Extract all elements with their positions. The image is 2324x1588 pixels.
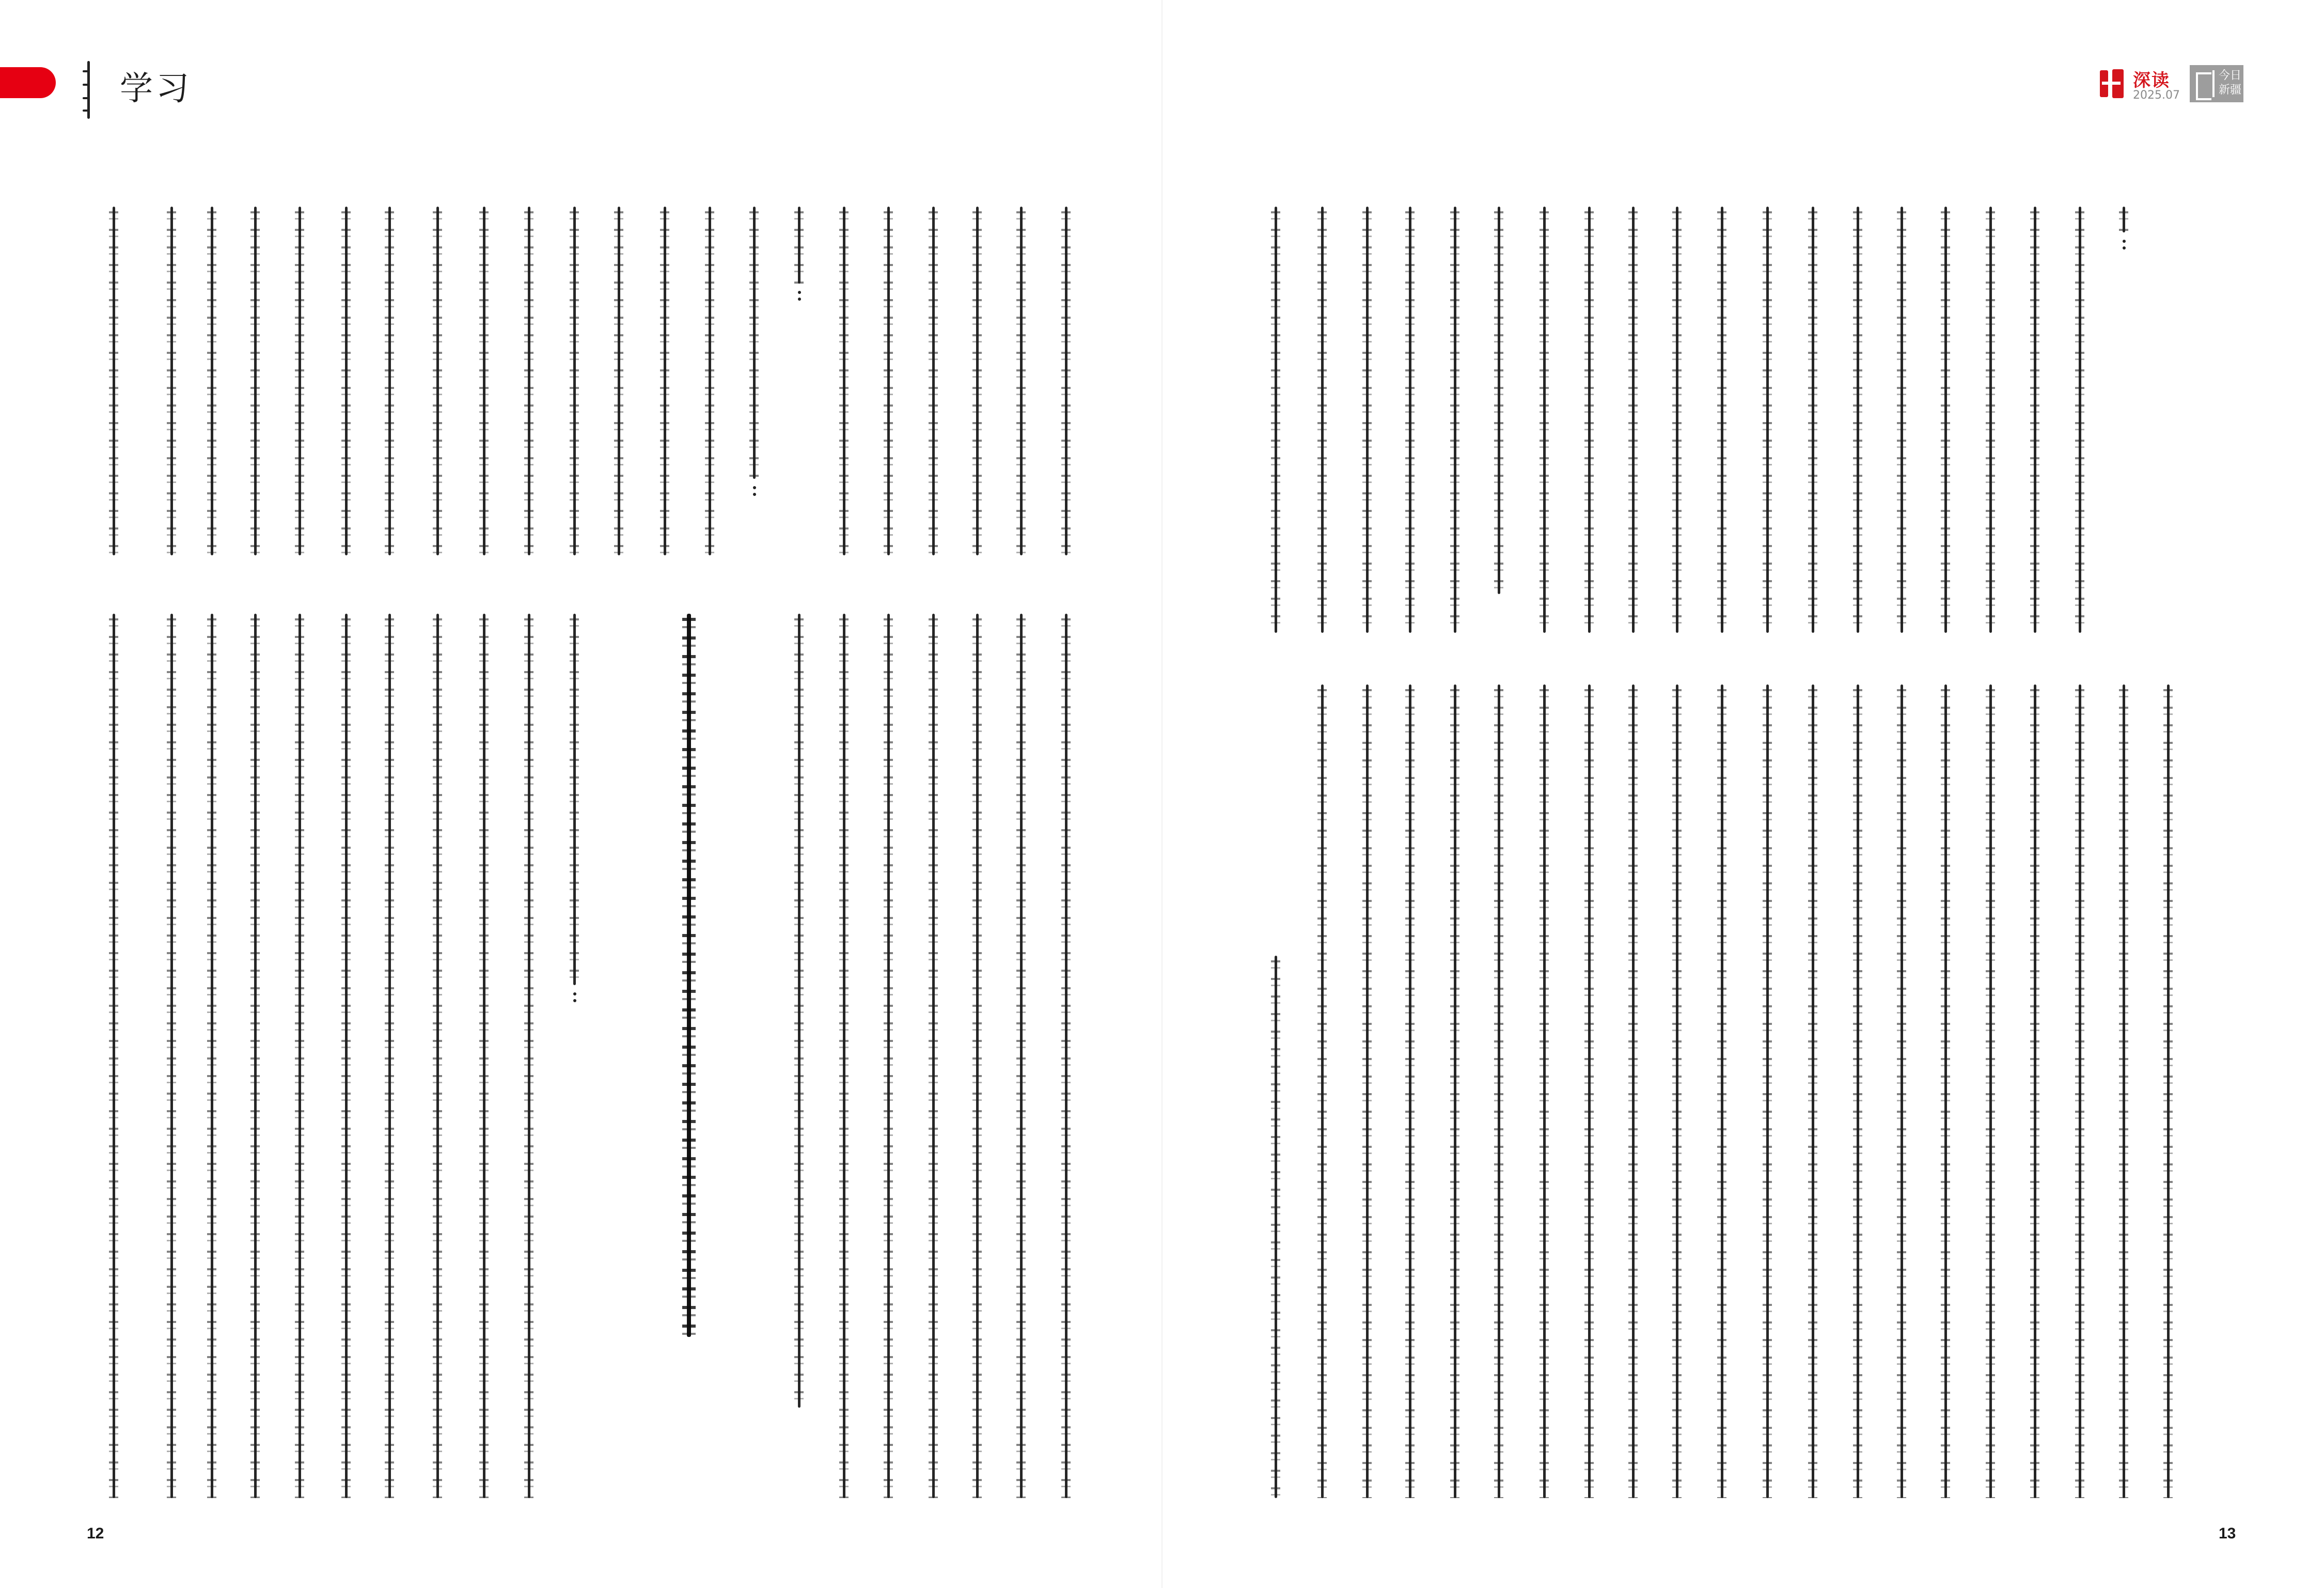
text-column [1721,684,1723,1498]
text-column [1366,684,1369,1498]
text-column [1944,207,1947,633]
text-column [528,207,530,555]
text-column [388,207,391,555]
text-column [528,614,530,1499]
issue-date: 2025.07 [2133,89,2180,102]
text-column [2034,684,2036,1498]
text-column [618,207,620,555]
text-column [1588,684,1591,1498]
text-column [1366,207,1369,633]
sentence-end-mark [752,486,757,497]
text-column [299,207,301,555]
text-column [1857,684,1859,1498]
text-column [113,207,115,555]
magazine-logo-mark [2097,67,2128,100]
page-number-right: 13 [2219,1525,2236,1542]
text-column [1543,684,1546,1498]
text-column [1020,614,1023,1499]
text-column [1944,684,1947,1498]
sentence-end-mark [573,992,577,1004]
text-column [345,614,348,1499]
text-column [436,207,439,555]
text-column [211,614,213,1499]
text-column [887,614,890,1499]
text-column [1321,207,1324,633]
text-column [170,207,173,555]
text-column [1275,207,1277,633]
spread-gutter [1161,0,1163,1588]
text-column [483,614,485,1499]
text-column [1409,207,1411,633]
text-column [2167,684,2170,1498]
text-column [573,614,576,985]
text-column [976,614,979,1499]
text-column [299,614,301,1499]
text-column [1588,207,1591,633]
text-column [1275,956,1277,1498]
text-column [2034,207,2036,633]
text-column [436,614,439,1499]
text-column [1989,684,1992,1498]
text-column [932,207,935,555]
text-column [1632,207,1635,633]
text-column [1989,207,1992,633]
text-column [1676,684,1678,1498]
text-column [664,207,666,555]
text-column [113,614,115,1499]
text-column [1020,207,1023,555]
text-column [1901,684,1903,1498]
text-column [1409,684,1411,1498]
text-column [388,614,391,1499]
section-red-tab [0,67,56,98]
text-column [1498,684,1500,1498]
text-column [211,207,213,555]
text-column [254,207,257,555]
magazine-logo-line1: 今日 [2219,69,2242,82]
text-column [1721,207,1723,633]
text-column [254,614,257,1499]
text-column [1766,684,1769,1498]
text-column [843,207,845,555]
text-column [798,207,800,284]
text-column [483,207,485,555]
text-column [1766,207,1769,633]
text-column [843,614,845,1499]
text-column [1498,207,1500,594]
text-column [2123,207,2125,232]
text-column [1901,207,1903,633]
text-column [1857,207,1859,633]
text-column [1065,614,1067,1499]
text-column [1676,207,1678,633]
text-column [2079,207,2081,633]
text-column [1632,684,1635,1498]
article-heading-column [687,614,691,1337]
text-column [1454,207,1456,633]
magazine-logo-line2: 新疆 [2219,84,2242,97]
text-column [753,207,756,479]
text-column [887,207,890,555]
page-number-left: 12 [87,1525,104,1542]
text-column [1454,684,1456,1498]
text-column [1065,207,1067,555]
section-title: 学习 [120,70,192,108]
text-column [2079,684,2081,1498]
text-column [170,614,173,1499]
text-column [1812,207,1814,633]
text-column [932,614,935,1499]
magazine-logo [2190,65,2243,102]
sentence-end-mark [797,291,802,302]
text-column [345,207,348,555]
text-column [976,207,979,555]
text-column [2123,684,2125,1498]
text-column [1543,207,1546,633]
text-column [798,614,800,1408]
text-column [709,207,711,555]
magazine-section-label: 深读 [2133,70,2170,91]
text-column [1812,684,1814,1498]
sentence-end-mark [2122,240,2126,251]
section-mongolian-label [82,61,95,119]
text-column [1321,684,1324,1498]
text-column [573,207,576,555]
